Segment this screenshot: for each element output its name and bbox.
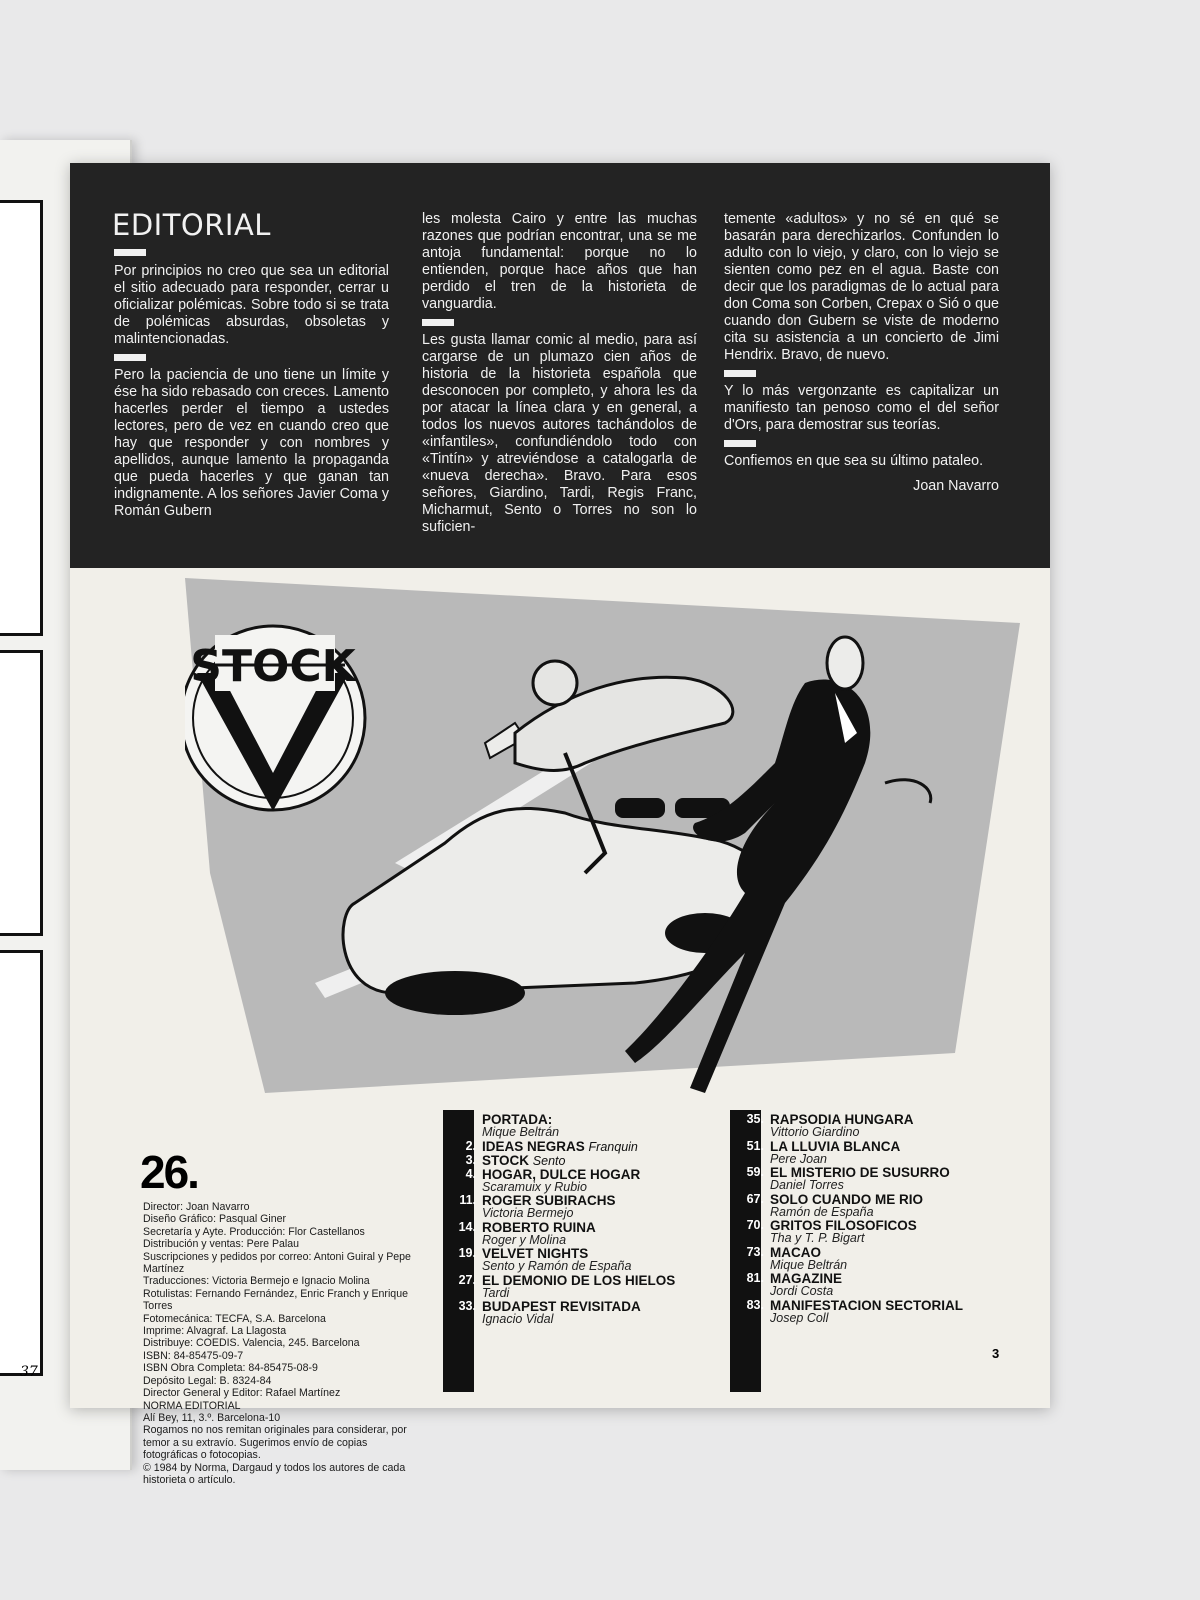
- credit-line: Fotomecánica: TECFA, S.A. Barcelona: [143, 1312, 326, 1325]
- editorial-paragraph: Les gusta llamar comic al medio, para así cargarse de un plumazo cien años de historia de la historieta española que desconocen por completo, y ahora les da por atacar la línea clara y en general, a todos los nuevos autores tachándolos de «infantiles», confundiéndolo todo con «Tintín» y atreviéndose a catalogarla de «nueva derecha». Bravo. Para esos señores, Giardino, Tardi, Regis Franc, Micharmut, Sento o Torres no son lo suficien-: [422, 332, 697, 535]
- editorial-section: [70, 163, 1050, 568]
- toc-page-number: 70.: [746, 1218, 764, 1232]
- toc-title: EL DEMONIO DE LOS HIELOS: [482, 1272, 676, 1288]
- toc-right-column: [746, 1112, 964, 1325]
- toc-title: VELVET NIGHTS: [482, 1246, 589, 1261]
- toc-author: Roger y Molina: [482, 1232, 567, 1247]
- facing-page-number: 37: [20, 1364, 38, 1380]
- toc-title: LA LLUVIA BLANCA: [770, 1138, 901, 1154]
- credit-line: Director: Joan Navarro: [143, 1201, 250, 1213]
- toc-title: RAPSODIA HUNGARA: [770, 1112, 914, 1127]
- credit-line: Secretaría y Ayte. Producción: Flor Castellanos: [143, 1225, 365, 1238]
- credit-line: NORMA EDITORIAL: [143, 1399, 241, 1412]
- editorial-paragraph: les molesta Cairo y entre las muchas razones que podrían encontrar, una se me antoja fundamental: porque no lo entienden, porque hace años que han perdido el tren de la historieta de vanguardia.: [422, 211, 697, 312]
- editorial-column-3: [724, 211, 999, 495]
- toc-page-number: 81.: [746, 1271, 764, 1285]
- divider-bar: [724, 440, 756, 447]
- toc-title: MACAO: [770, 1244, 821, 1260]
- toc-page-number: 4.: [465, 1166, 476, 1181]
- toc-entry[interactable]: [458, 1299, 675, 1327]
- toc-entry[interactable]: [746, 1218, 963, 1246]
- page-folio: 3: [992, 1346, 1000, 1361]
- credit-line: Director General y Editor: Rafael Martínez: [143, 1387, 341, 1400]
- toc-entry[interactable]: [458, 1246, 675, 1274]
- toc-page-number: 51.: [746, 1138, 764, 1153]
- toc-entry[interactable]: [465, 1152, 675, 1168]
- toc-page-number: 2.: [465, 1138, 476, 1153]
- toc-entry[interactable]: [746, 1271, 963, 1299]
- credit-line: Diseño Gráfico: Pasqual Giner: [143, 1213, 287, 1226]
- toc-page-number: 33.: [458, 1299, 476, 1313]
- editorial-column-2: [422, 211, 697, 542]
- editorial-paragraph: temente «adultos» y no sé en qué se basarán para derechizarlos. Confunden lo adulto con lo viejo, y claro, con lo viejo se sienten como pez en el agua. Baste con decir que los paradigmas de lo actual para don Coma son Corben, Crepax o Sió o que cuando don Gubern se viste de moderno cita su asistencia a un concierto de Jimi Hendrix. Bravo, de nuevo.: [724, 211, 999, 363]
- contents-section: [70, 568, 1050, 1486]
- toc-page-number: 83.: [746, 1297, 764, 1312]
- toc-page-number: 27.: [458, 1272, 476, 1287]
- credit-line: Distribuye: COEDIS. Valencia, 245. Barcelona: [143, 1337, 360, 1350]
- credit-line: Traducciones: Victoria Bermejo e Ignacio Molina: [143, 1275, 370, 1288]
- credit-line: Depósito Legal: B. 8324-84: [143, 1374, 272, 1387]
- toc-entry[interactable]: [482, 1113, 675, 1140]
- toc-entry[interactable]: [465, 1138, 675, 1154]
- editorial-paragraph: Y lo más vergonzante es capitalizar un manifiesto tan penoso como el del señor d'Ors, para demostrar sus teorías.: [724, 383, 999, 433]
- issue-number: 26.: [140, 1146, 198, 1198]
- toc-author: Sento: [532, 1153, 566, 1168]
- toc-author: Sento y Ramón de España: [482, 1259, 632, 1273]
- credit-line: ISBN Obra Completa: 84-85475-08-9: [143, 1362, 318, 1375]
- toc-author: Tha y T. P. Bigart: [770, 1231, 865, 1245]
- toc-title: GRITOS FILOSOFICOS: [770, 1218, 917, 1233]
- toc-entry[interactable]: [746, 1165, 963, 1193]
- toc-entry[interactable]: [465, 1166, 675, 1195]
- toc-page-number: 11.: [459, 1193, 476, 1207]
- toc-entry[interactable]: [746, 1244, 963, 1273]
- magazine-page: [70, 163, 1050, 1486]
- toc-title: SOLO CUANDO ME RIO: [770, 1191, 924, 1207]
- toc-entry[interactable]: [459, 1193, 675, 1221]
- toc-author: Jordi Costa: [770, 1284, 834, 1298]
- credit-line: Distribución y ventas: Pere Palau: [143, 1238, 300, 1251]
- editorial-column-1: [114, 263, 389, 526]
- editorial-signature: Joan Navarro: [913, 478, 999, 494]
- toc-author: Daniel Torres: [770, 1178, 844, 1192]
- credit-line: © 1984 by Norma, Dargaud y todos los autores de cada historieta o artículo.: [143, 1461, 406, 1486]
- toc-page-number: 19.: [458, 1246, 476, 1260]
- toc-page-number: 67.: [746, 1191, 764, 1206]
- cover-illustration: [185, 573, 1025, 1133]
- toc-title: PORTADA:: [482, 1112, 553, 1127]
- toc-author: Ignacio Vidal: [482, 1312, 554, 1326]
- toc-entry[interactable]: [746, 1112, 963, 1140]
- comic-panel: [0, 650, 43, 936]
- toc-title: HOGAR, DULCE HOGAR: [482, 1166, 641, 1182]
- toc-entry[interactable]: [746, 1138, 963, 1167]
- toc-page-number: 35.: [746, 1112, 764, 1126]
- toc-entry[interactable]: [746, 1191, 963, 1220]
- toc-author: Josep Coll: [770, 1310, 829, 1325]
- divider-bar: [724, 370, 756, 377]
- toc-title: ROBERTO RUINA: [482, 1219, 596, 1235]
- credit-line: Rotulistas: Fernando Fernández, Enric Franch y Enrique Torres: [143, 1287, 408, 1313]
- toc-author: Tardi: [482, 1285, 510, 1300]
- credit-line: Suscripciones y pedidos por correo: Antoni Guiral y Pepe Martínez: [143, 1250, 411, 1276]
- toc-author: Franquin: [588, 1139, 638, 1154]
- toc-title: MAGAZINE: [770, 1271, 842, 1286]
- toc-author: Victoria Bermejo: [482, 1206, 574, 1220]
- toc-author: Ramón de España: [770, 1204, 874, 1219]
- editorial-title: EDITORIAL: [112, 208, 271, 242]
- toc-page-number: 14.: [458, 1219, 476, 1234]
- toc-entry[interactable]: [458, 1272, 676, 1301]
- toc-left-column: [458, 1112, 676, 1327]
- editorial-paragraph: Por principios no creo que sea un editorial el sitio adecuado para responder, cerrar u oficializar polémicas. Sobre todo si se trata de polémicas absurdas, obsoletas y malintencionadas.: [114, 263, 389, 347]
- toc-page-number: 3.: [465, 1152, 476, 1167]
- credit-line: Alí Bey, 11, 3.º. Barcelona-10: [143, 1411, 281, 1424]
- toc-title: STOCK: [482, 1152, 530, 1168]
- toc-page-number: 73.: [746, 1244, 764, 1259]
- toc-entry[interactable]: [746, 1297, 964, 1326]
- toc-author: Mique Beltrán: [482, 1125, 560, 1139]
- divider-bar: [422, 319, 454, 326]
- toc-title: MANIFESTACION SECTORIAL: [770, 1297, 964, 1313]
- toc-author: Mique Beltrán: [770, 1257, 848, 1272]
- editorial-paragraph: Confiemos en que sea su último pataleo.: [724, 453, 984, 469]
- toc-author: Vittorio Giardino: [770, 1125, 860, 1139]
- credit-line: ISBN: 84-85475-09-7: [143, 1349, 244, 1362]
- toc-author: Pere Joan: [770, 1151, 827, 1166]
- comic-panel: [0, 950, 43, 1376]
- toc-title: EL MISTERIO DE SUSURRO: [770, 1165, 950, 1180]
- toc-page-number: 59.: [746, 1165, 764, 1179]
- toc-title: BUDAPEST REVISITADA: [482, 1299, 641, 1314]
- toc-author: Scaramuix y Rubio: [482, 1179, 587, 1194]
- toc-title: ROGER SUBIRACHS: [482, 1193, 616, 1208]
- divider-bar: [114, 249, 146, 256]
- credits-block: [143, 1201, 413, 1486]
- divider-bar: [114, 354, 146, 361]
- logo-text: STOCK: [190, 641, 356, 692]
- toc-title: IDEAS NEGRAS: [482, 1138, 585, 1154]
- credit-line: Rogamos no nos remitan originales para considerar, por temor a su extravío. Sugerimos envío de copias fotográficas o fotocopias.: [143, 1424, 407, 1462]
- credit-line: Imprime: Alvagraf. La Llagosta: [143, 1325, 287, 1338]
- editorial-paragraph: Pero la paciencia de uno tiene un límite y ése ha sido rebasado con creces. Lamento hacerles perder el tiempo a ustedes lectores, pero de vez en cuando creo que hay que responder y con nombres y apellidos, aunque lamento la propaganda que pueda hacerles y que ganan tan indignamente. A los señores Javier Coma y Román Gubern: [114, 367, 389, 519]
- toc-entry[interactable]: [458, 1219, 675, 1248]
- comic-panel: [0, 200, 43, 636]
